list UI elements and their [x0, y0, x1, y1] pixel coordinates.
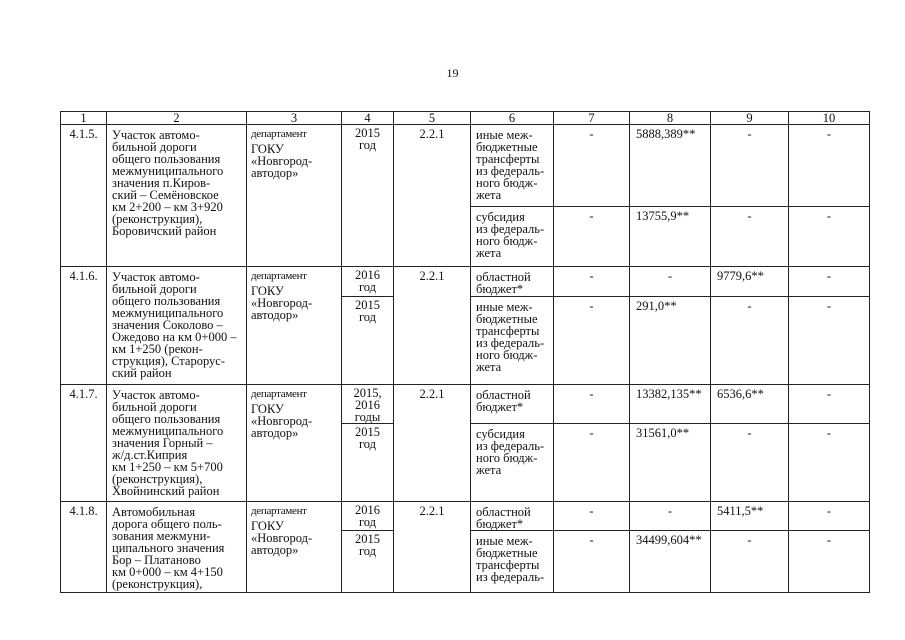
- text-line: «Новгород-: [251, 154, 313, 168]
- text-line: струкция), Старорус-: [112, 354, 225, 368]
- org-department: департамент: [251, 388, 307, 400]
- text-line: год: [358, 437, 377, 451]
- table-row: [61, 267, 870, 297]
- text-line: межмуниципального: [112, 424, 224, 438]
- responsible-org: [247, 385, 342, 502]
- text-line: ципального значения: [112, 541, 225, 555]
- funding-source: [471, 267, 554, 297]
- value-col7: -: [554, 267, 630, 297]
- text-line: 2016: [355, 503, 380, 517]
- item-name: [107, 385, 247, 502]
- text-line: (реконструкция),: [112, 577, 203, 591]
- text-line: 2016: [355, 398, 380, 412]
- value-col9: -: [711, 424, 789, 502]
- item-number: 4.1.5.: [61, 125, 107, 267]
- text-line: автодор»: [251, 426, 299, 440]
- text-line: иные меж-: [476, 300, 533, 314]
- table-row: [61, 385, 870, 424]
- table-row: [61, 502, 870, 531]
- text-line: межмуниципального: [112, 164, 224, 178]
- text-line: значения Горный –: [112, 436, 213, 450]
- header-cell: 2: [107, 112, 247, 125]
- text-line: ного бюдж-: [476, 176, 538, 190]
- text-line: (реконструкция),: [112, 472, 203, 486]
- item-name: [107, 502, 247, 593]
- value-col8: 34499,604**: [630, 531, 711, 593]
- value-col9: -: [711, 531, 789, 593]
- text-line: бюджетные: [476, 140, 538, 154]
- text-line: жета: [476, 360, 502, 374]
- header-cell: 4: [342, 112, 394, 125]
- value-col10: -: [789, 297, 870, 385]
- text-line: ного бюдж-: [476, 451, 538, 465]
- text-line: год: [358, 310, 377, 324]
- text-line: значения п.Киров-: [112, 176, 211, 190]
- text-line: жета: [476, 246, 502, 260]
- item-name: [107, 125, 247, 267]
- text-line: общего пользования: [112, 294, 221, 308]
- text-line: из федераль-: [476, 570, 545, 584]
- value-col7: -: [554, 297, 630, 385]
- text-line: из федераль-: [476, 336, 545, 350]
- text-line: бюджетные: [476, 546, 538, 560]
- text-line: значения Соколово –: [112, 318, 223, 332]
- value-col9: -: [711, 207, 789, 267]
- text-line: из федераль-: [476, 164, 545, 178]
- header-cell: 5: [394, 112, 471, 125]
- text-line: год: [358, 544, 377, 558]
- value-col9: 9779,6**: [711, 267, 789, 297]
- org-department: департамент: [251, 270, 307, 282]
- budget-table: [60, 111, 870, 593]
- item-name: [107, 267, 247, 385]
- value-col9: -: [711, 297, 789, 385]
- text-line: иные меж-: [476, 534, 533, 548]
- header-cell: 8: [630, 112, 711, 125]
- text-line: Участок автомо-: [112, 270, 200, 284]
- text-line: ного бюдж-: [476, 348, 538, 362]
- funding-source: [471, 385, 554, 424]
- funding-source: [471, 424, 554, 502]
- value-col8: -: [630, 502, 711, 531]
- text-line: ного бюдж-: [476, 234, 538, 248]
- value-col10: -: [789, 424, 870, 502]
- funding-source: [471, 531, 554, 593]
- text-line: межмуниципального: [112, 306, 224, 320]
- text-line: ский район: [112, 366, 172, 380]
- text-line: ский – Семёновское: [112, 188, 219, 202]
- text-line: год: [358, 515, 377, 529]
- year-cell: [342, 125, 394, 267]
- text-line: бильной дороги: [112, 400, 197, 414]
- text-line: ГОКУ: [251, 284, 284, 298]
- text-line: км 1+250 – км 5+700: [112, 460, 223, 474]
- text-line: «Новгород-: [251, 296, 313, 310]
- text-line: 2015: [355, 425, 380, 439]
- text-line: из федераль-: [476, 439, 545, 453]
- text-line: общего пользования: [112, 412, 221, 426]
- text-line: трансферты: [476, 324, 540, 338]
- year-cell: [342, 531, 394, 593]
- text-line: автодор»: [251, 166, 299, 180]
- funding-source: [471, 502, 554, 531]
- text-line: Боровичский район: [112, 224, 217, 238]
- year-cell: [342, 502, 394, 531]
- value-col9: 6536,6**: [711, 385, 789, 424]
- text-line: Автомобильная: [112, 505, 196, 519]
- year-cell: [342, 297, 394, 385]
- task-code: 2.2.1: [394, 385, 471, 502]
- value-col10: -: [789, 385, 870, 424]
- value-col7: -: [554, 207, 630, 267]
- header-cell: 10: [789, 112, 870, 125]
- responsible-org: [247, 125, 342, 267]
- text-line: (реконструкция),: [112, 212, 203, 226]
- year-cell: [342, 424, 394, 502]
- text-line: Хвойнинский район: [112, 484, 220, 498]
- funding-source: [471, 207, 554, 267]
- text-line: общего пользования: [112, 152, 221, 166]
- text-line: год: [358, 138, 377, 152]
- value-col10: -: [789, 267, 870, 297]
- text-line: км 1+250 (рекон-: [112, 342, 203, 356]
- text-line: жета: [476, 463, 502, 477]
- responsible-org: [247, 267, 342, 385]
- text-line: Бор – Платаново: [112, 553, 201, 567]
- item-number: 4.1.7.: [61, 385, 107, 502]
- text-line: областной: [476, 270, 531, 284]
- value-col8: 13382,135**: [630, 385, 711, 424]
- text-line: бюджетные: [476, 312, 538, 326]
- text-line: областной: [476, 505, 531, 519]
- text-line: годы: [354, 410, 381, 424]
- task-code: 2.2.1: [394, 502, 471, 593]
- text-line: км 2+200 – км 3+920: [112, 200, 223, 214]
- year-cell: [342, 385, 394, 424]
- value-col9: -: [711, 125, 789, 207]
- text-line: год: [358, 280, 377, 294]
- value-col8: 5888,389**: [630, 125, 711, 207]
- header-cell: 9: [711, 112, 789, 125]
- text-line: автодор»: [251, 543, 299, 557]
- funding-source: [471, 125, 554, 207]
- task-code: 2.2.1: [394, 267, 471, 385]
- text-line: трансферты: [476, 558, 540, 572]
- text-line: областной: [476, 388, 531, 402]
- value-col7: -: [554, 125, 630, 207]
- value-col10: -: [789, 207, 870, 267]
- item-number: 4.1.8.: [61, 502, 107, 593]
- value-col9: 5411,5**: [711, 502, 789, 531]
- text-line: 2015,: [353, 386, 382, 400]
- value-col7: -: [554, 385, 630, 424]
- value-col8: 13755,9**: [630, 207, 711, 267]
- value-col7: -: [554, 502, 630, 531]
- text-line: субсидия: [476, 427, 525, 441]
- text-line: субсидия: [476, 210, 525, 224]
- text-line: ГОКУ: [251, 142, 284, 156]
- text-line: ГОКУ: [251, 402, 284, 416]
- text-line: 2015: [355, 126, 380, 140]
- page-number: 19: [446, 66, 459, 80]
- text-line: трансферты: [476, 152, 540, 166]
- text-line: 2015: [355, 532, 380, 546]
- value-col7: -: [554, 531, 630, 593]
- text-line: км 0+000 – км 4+150: [112, 565, 223, 579]
- header-cell: 3: [247, 112, 342, 125]
- text-line: Участок автомо-: [112, 128, 200, 142]
- header-row: [61, 112, 870, 125]
- org-department: департамент: [251, 505, 307, 517]
- value-col10: -: [789, 531, 870, 593]
- text-line: бильной дороги: [112, 282, 197, 296]
- value-col7: -: [554, 424, 630, 502]
- value-col8: -: [630, 267, 711, 297]
- text-line: «Новгород-: [251, 531, 313, 545]
- text-line: дорога общего поль-: [112, 517, 222, 531]
- text-line: «Новгород-: [251, 414, 313, 428]
- org-department: департамент: [251, 128, 307, 140]
- header-cell: 6: [471, 112, 554, 125]
- header-cell: 1: [61, 112, 107, 125]
- text-line: бюджет*: [476, 517, 524, 531]
- item-number: 4.1.6.: [61, 267, 107, 385]
- header-cell: 7: [554, 112, 630, 125]
- text-line: ГОКУ: [251, 519, 284, 533]
- text-line: бюджет*: [476, 282, 524, 296]
- table-row: [61, 125, 870, 207]
- text-line: Ожедово на км 0+000 –: [112, 330, 237, 344]
- year-cell: [342, 267, 394, 297]
- text-line: бюджет*: [476, 400, 524, 414]
- funding-source: [471, 297, 554, 385]
- text-line: жета: [476, 188, 502, 202]
- text-line: Участок автомо-: [112, 388, 200, 402]
- text-line: иные меж-: [476, 128, 533, 142]
- text-line: бильной дороги: [112, 140, 197, 154]
- value-col10: -: [789, 125, 870, 207]
- value-col8: 291,0**: [630, 297, 711, 385]
- text-line: из федераль-: [476, 222, 545, 236]
- responsible-org: [247, 502, 342, 593]
- text-line: автодор»: [251, 308, 299, 322]
- text-line: 2016: [355, 268, 380, 282]
- text-line: ж/д.ст.Киприя: [112, 448, 188, 462]
- task-code: 2.2.1: [394, 125, 471, 267]
- value-col8: 31561,0**: [630, 424, 711, 502]
- value-col10: -: [789, 502, 870, 531]
- text-line: зования межмуни-: [112, 529, 211, 543]
- text-line: 2015: [355, 298, 380, 312]
